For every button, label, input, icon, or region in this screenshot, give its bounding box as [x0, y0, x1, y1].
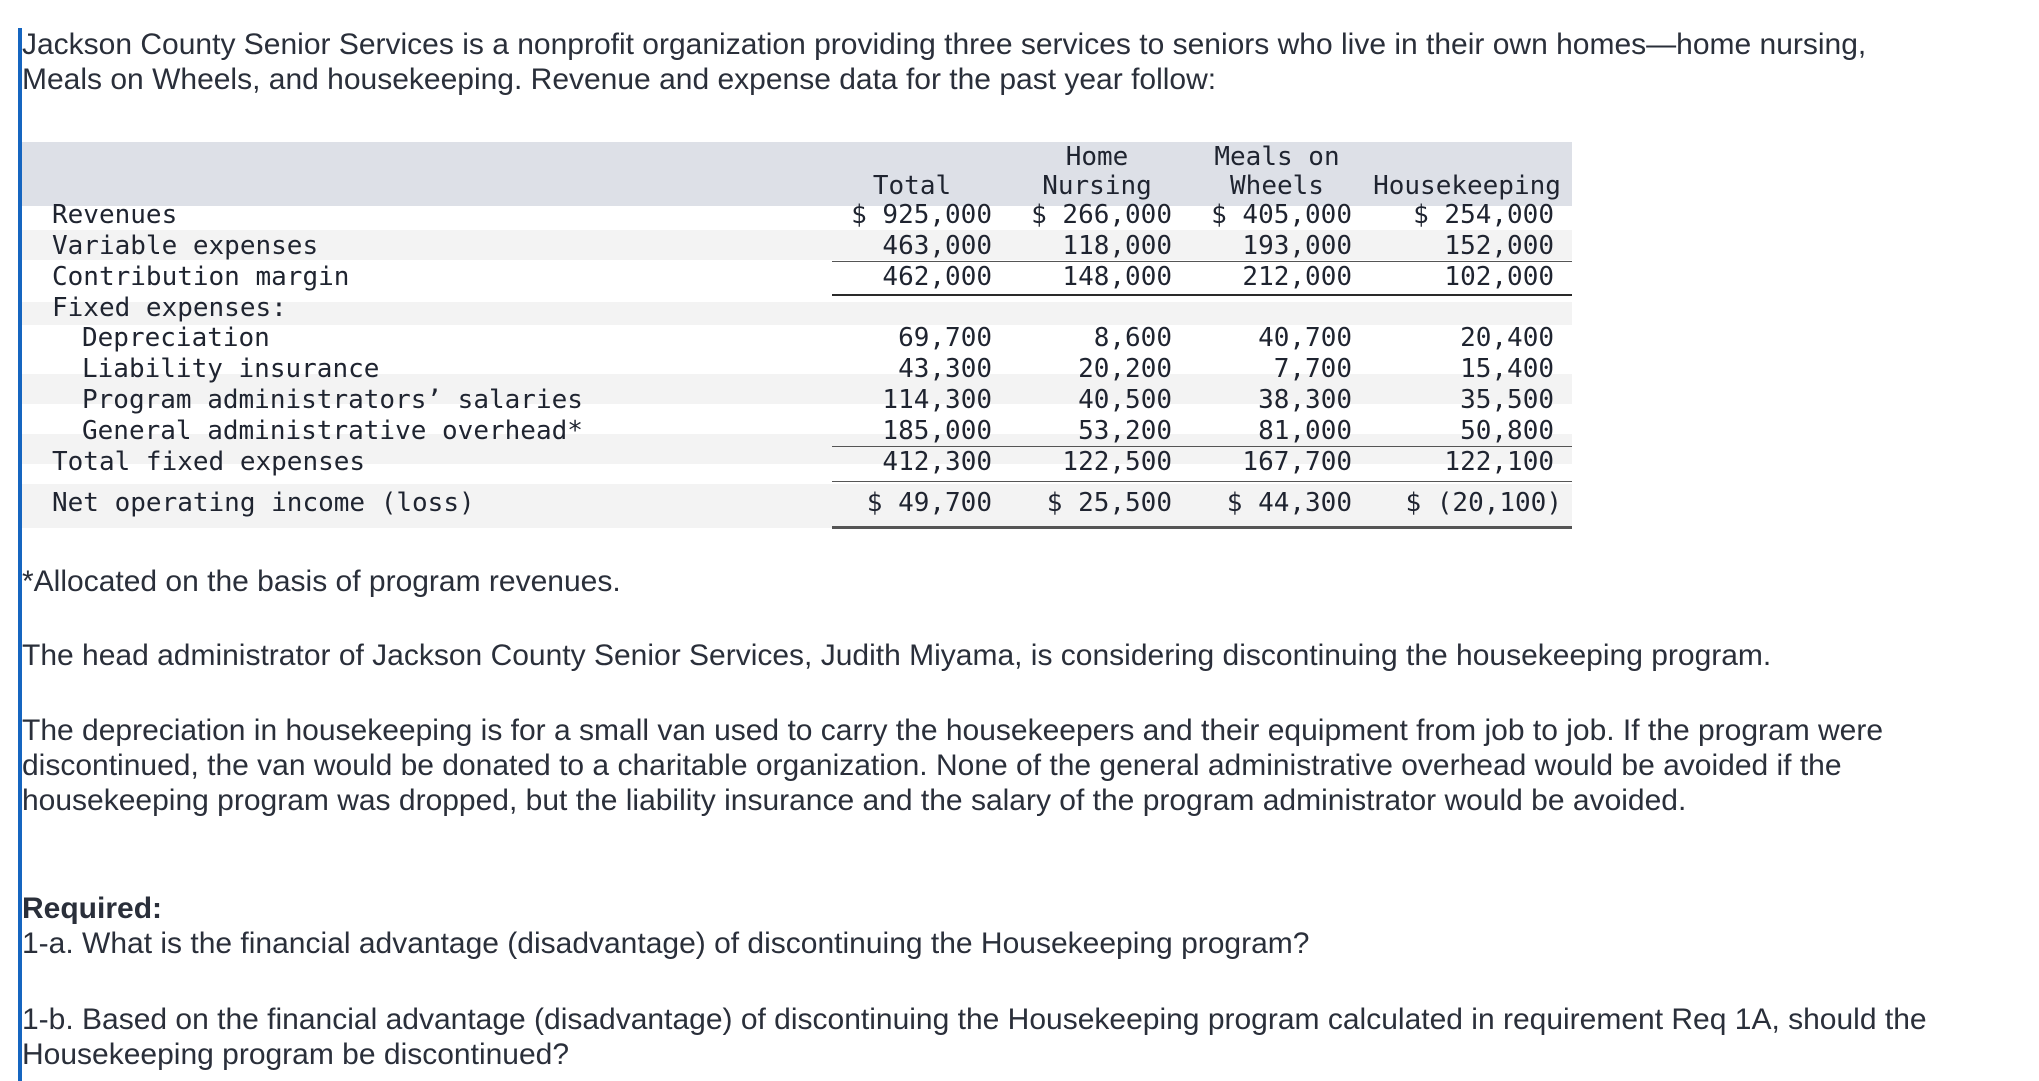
cell-meals-depreciation: 40,700 [1258, 323, 1352, 353]
cell-total-revenues: $ 925,000 [851, 200, 992, 230]
rule-below-cm [832, 294, 1572, 296]
col-header-total: Total [872, 171, 952, 201]
rule-above-total-fixed [832, 446, 1572, 447]
cell-housekeeping-liability: 15,400 [1460, 354, 1554, 384]
cell-meals-liability: 7,700 [1273, 354, 1352, 384]
cell-meals-overhead: 81,000 [1258, 416, 1352, 446]
cell-total-liability: 43,300 [898, 354, 992, 384]
cell-housekeeping-overhead: 50,800 [1460, 416, 1554, 446]
context-paragraph-1: The head administrator of Jackson County Senior Services, Judith Miyama, is considering discontinuing the housekeeping program. [22, 639, 1772, 672]
cell-total-depreciation: 69,700 [898, 323, 992, 353]
cell-total-overhead: 185,000 [882, 416, 992, 446]
cell-meals-salaries: 38,300 [1258, 385, 1352, 415]
cell-meals-cm: 212,000 [1242, 262, 1352, 292]
cell-nursing-liability: 20,200 [1078, 354, 1172, 384]
row-label-total-fixed-expenses: Total fixed expenses [52, 447, 366, 477]
required-heading: Required: [22, 892, 163, 925]
rule-double-underline [832, 526, 1572, 529]
requirement-1b: 1-b. Based on the financial advantage (disadvantage) of discontinuing the Housekeeping program calculated in requirement Req 1A, should the Housekeeping program be discontinued? [22, 1003, 1927, 1071]
cell-housekeeping-noi: $ (20,100) [1405, 488, 1562, 518]
cell-nursing-revenues: $ 266,000 [1031, 200, 1172, 230]
cell-nursing-variable: 118,000 [1062, 231, 1172, 261]
cell-nursing-overhead: 53,200 [1078, 416, 1172, 446]
segment-income-table [22, 142, 1572, 528]
requirement-1a: 1-a. What is the financial advantage (disadvantage) of discontinuing the Housekeeping program? [22, 927, 1310, 960]
row-label-revenues: Revenues [52, 200, 178, 230]
row-label-contribution-margin: Contribution margin [52, 262, 350, 292]
cell-total-fixed: 412,300 [882, 447, 992, 477]
cell-housekeeping-depreciation: 20,400 [1460, 323, 1554, 353]
col-header-home-nursing: Home Nursing [1042, 142, 1152, 201]
row-label-variable-expenses: Variable expenses [52, 231, 319, 261]
cell-housekeeping-variable: 152,000 [1444, 231, 1554, 261]
col-header-meals-on-wheels: Meals on Wheels [1214, 142, 1340, 201]
cell-nursing-salaries: 40,500 [1078, 385, 1172, 415]
cell-housekeeping-salaries: 35,500 [1460, 385, 1554, 415]
rule-below-total-fixed [832, 481, 1572, 482]
cell-meals-variable: 193,000 [1242, 231, 1352, 261]
row-label-program-admin-salaries: Program administrators’ salaries [82, 385, 583, 415]
cell-housekeeping-revenues: $ 254,000 [1413, 200, 1554, 230]
row-label-depreciation: Depreciation [82, 323, 270, 353]
cell-housekeeping-cm: 102,000 [1444, 262, 1554, 292]
rule-above-cm [832, 261, 1572, 262]
cell-nursing-cm: 148,000 [1062, 262, 1172, 292]
cell-total-salaries: 114,300 [882, 385, 992, 415]
context-paragraph-2: The depreciation in housekeeping is for a small van used to carry the housekeepers and their equipment from job to job. If the program were discontinued, the van would be donated to a charitable organization. None of the general administrative overhead would be avoided if the housekeeping program was dropped, but the liability insurance and the salary of the program administrator would be avoided. [22, 714, 1884, 817]
row-label-liability-insurance: Liability insurance [82, 354, 380, 384]
cell-meals-revenues: $ 405,000 [1211, 200, 1352, 230]
intro-paragraph: Jackson County Senior Services is a nonprofit organization providing three services to seniors who live in their own homes—home nursing, Meals on Wheels, and housekeeping. Revenue and expense data for the past year follow: [22, 28, 1867, 96]
footnote: *Allocated on the basis of program revenues. [22, 565, 621, 598]
col-header-housekeeping: Housekeeping [1373, 171, 1561, 201]
cell-total-cm: 462,000 [882, 262, 992, 292]
row-label-fixed-expenses: Fixed expenses: [52, 293, 287, 323]
row-label-general-admin-overhead: General administrative overhead* [82, 416, 583, 446]
cell-nursing-depreciation: 8,600 [1093, 323, 1172, 353]
cell-meals-fixed: 167,700 [1242, 447, 1352, 477]
cell-total-variable: 463,000 [882, 231, 992, 261]
cell-total-noi: $ 49,700 [866, 488, 992, 518]
cell-meals-noi: $ 44,300 [1226, 488, 1352, 518]
cell-nursing-noi: $ 25,500 [1046, 488, 1172, 518]
cell-nursing-fixed: 122,500 [1062, 447, 1172, 477]
cell-housekeeping-fixed: 122,100 [1444, 447, 1554, 477]
row-label-net-operating-income: Net operating income (loss) [52, 488, 475, 518]
